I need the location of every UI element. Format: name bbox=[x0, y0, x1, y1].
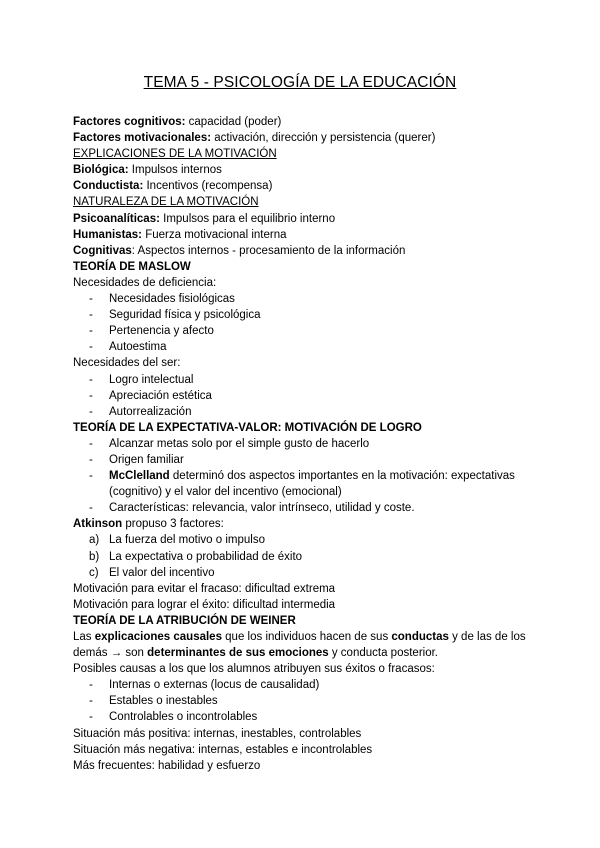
list-item-text: Pertenencia y afecto bbox=[109, 325, 214, 338]
cognitivas-line bbox=[73, 243, 528, 259]
list-item-text: Estables o inestables bbox=[109, 695, 218, 708]
ordered-list-item bbox=[73, 565, 528, 581]
atkinson-line bbox=[73, 516, 528, 532]
list-item-text: Autorrealización bbox=[109, 405, 192, 418]
list-item bbox=[73, 291, 528, 307]
term-text: capacidad (poder) bbox=[185, 116, 282, 128]
ordered-list-item bbox=[73, 532, 528, 548]
dash-bullet: - bbox=[89, 453, 93, 466]
paragraph-text: que los individuos hacen de sus bbox=[221, 631, 392, 643]
dash-bullet: - bbox=[89, 405, 93, 418]
list-item-text: determinó dos aspectos importantes en la motivación: expectativas (cognitivo) y el valor del incentivo (emocional) bbox=[109, 470, 515, 499]
posibles-line: Posibles causas a los que los alumnos atribuyen sus éxitos o fracasos: bbox=[73, 663, 435, 676]
author-name: McClelland bbox=[109, 470, 170, 483]
explicaciones-heading: EXPLICACIONES DE LA MOTIVACIÓN bbox=[73, 148, 277, 161]
deficiencia-label: Necesidades de deficiencia: bbox=[73, 276, 217, 289]
maslow-heading bbox=[73, 259, 528, 275]
weiner-paragraph bbox=[73, 629, 528, 661]
list-item-text: Alcanzar metas solo por el simple gusto de hacerlo bbox=[109, 437, 370, 450]
dash-bullet: - bbox=[89, 373, 93, 386]
list-item bbox=[73, 388, 528, 404]
list-marker: a) bbox=[89, 534, 100, 547]
section-heading-text: TEORÍA DE LA ATRIBUCIÓN DE WEINER bbox=[73, 614, 296, 627]
term-label: Conductista: bbox=[73, 180, 144, 193]
list-marker: c) bbox=[89, 566, 99, 579]
paragraph-bold: conductas bbox=[391, 631, 449, 643]
list-item-text: Seguridad física y psicológica bbox=[109, 309, 261, 322]
term-label: Psicoanalíticas: bbox=[73, 212, 160, 225]
dash-bullet: - bbox=[89, 695, 93, 708]
term-label: Humanistas: bbox=[73, 228, 143, 241]
naturaleza-heading: NATURALEZA DE LA MOTIVACIÓN bbox=[73, 196, 259, 209]
list-item bbox=[73, 452, 528, 468]
paragraph-text: y de las de los demás → son bbox=[73, 631, 526, 660]
list-item bbox=[73, 709, 528, 725]
weiner-heading bbox=[73, 613, 528, 629]
term-text: activación, dirección y persistencia (querer) bbox=[211, 132, 436, 145]
section-heading-text: TEORÍA DE LA EXPECTATIVA-VALOR: MOTIVACIÓN DE LOGRO bbox=[73, 421, 422, 434]
dash-bullet: - bbox=[89, 389, 93, 402]
list-marker: b) bbox=[89, 550, 100, 563]
list-item bbox=[73, 339, 528, 355]
paragraph-text: Las bbox=[73, 631, 95, 643]
term-text: Impulsos para el equilibrio interno bbox=[159, 212, 336, 225]
term-label: Factores motivacionales: bbox=[73, 132, 212, 145]
list-item-text: Características: relevancia, valor intrínseco, utilidad y coste. bbox=[109, 502, 415, 515]
list-item-text: Necesidades fisiológicas bbox=[109, 293, 235, 306]
list-item bbox=[73, 323, 528, 339]
list-item-text: El valor del incentivo bbox=[109, 566, 215, 579]
list-item bbox=[73, 436, 528, 452]
list-item-text: La expectativa o probabilidad de éxito bbox=[109, 550, 303, 563]
list-item-text: Apreciación estética bbox=[109, 389, 212, 402]
ordered-list-item bbox=[73, 549, 528, 565]
positiva-line: Situación más positiva: internas, inestables, controlables bbox=[73, 727, 362, 740]
list-item bbox=[73, 307, 528, 323]
section-heading-text: TEORÍA DE MASLOW bbox=[73, 260, 191, 273]
frecuentes-line: Más frecuentes: habilidad y esfuerzo bbox=[73, 759, 261, 772]
term-label: Factores cognitivos: bbox=[73, 116, 186, 128]
list-item-text: La fuerza del motivo o impulso bbox=[109, 534, 265, 547]
list-item-text: Autoestima bbox=[109, 341, 167, 354]
fracaso-line: Motivación para evitar el fracaso: dificultad extrema bbox=[73, 582, 336, 595]
paragraph-bold: explicaciones causales bbox=[94, 631, 222, 643]
dash-bullet: - bbox=[89, 502, 93, 515]
factores-motivacionales-line bbox=[73, 130, 528, 146]
dash-bullet: - bbox=[89, 470, 93, 483]
list-item-text: Controlables o incontrolables bbox=[109, 711, 258, 724]
list-item bbox=[73, 677, 528, 693]
paragraph-bold: determinantes de sus emociones bbox=[147, 647, 329, 660]
list-item-text: Origen familiar bbox=[109, 453, 184, 466]
term-text: Impulsos internos bbox=[128, 164, 222, 177]
list-item bbox=[73, 468, 528, 500]
dash-bullet: - bbox=[89, 325, 93, 338]
biologica-line bbox=[73, 162, 528, 178]
list-item bbox=[73, 693, 528, 709]
dash-bullet: - bbox=[89, 711, 93, 724]
document-body bbox=[73, 114, 528, 774]
term-text: : Aspectos internos - procesamiento de la información bbox=[131, 244, 406, 257]
list-item bbox=[73, 500, 528, 516]
negativa-line: Situación más negativa: internas, estables e incontrolables bbox=[73, 743, 373, 756]
term-text: Fuerza motivacional interna bbox=[142, 228, 287, 241]
list-item bbox=[73, 372, 528, 388]
factores-cognitivos-line bbox=[73, 114, 528, 130]
dash-bullet: - bbox=[89, 293, 93, 306]
term-label: Biológica: bbox=[73, 164, 129, 177]
term-label: Cognitivas bbox=[73, 244, 132, 257]
dash-bullet: - bbox=[89, 309, 93, 322]
page-title: TEMA 5 - PSICOLOGÍA DE LA EDUCACIÓN bbox=[143, 74, 457, 91]
list-item-text: Internas o externas (locus de causalidad) bbox=[109, 679, 320, 692]
dash-bullet: - bbox=[89, 437, 93, 450]
exito-line: Motivación para lograr el éxito: dificultad intermedia bbox=[73, 598, 336, 611]
psicoanaliticas-line bbox=[73, 211, 528, 227]
author-name: Atkinson bbox=[73, 518, 123, 531]
dash-bullet: - bbox=[89, 679, 93, 692]
paragraph-text: y conducta posterior. bbox=[328, 647, 438, 660]
list-item-text: Logro intelectual bbox=[109, 373, 194, 386]
expectativa-heading bbox=[73, 420, 528, 436]
humanistas-line bbox=[73, 227, 528, 243]
list-item bbox=[73, 404, 528, 420]
term-text: Incentivos (recompensa) bbox=[143, 180, 273, 193]
conductista-line bbox=[73, 178, 528, 194]
ser-label: Necesidades del ser: bbox=[73, 357, 181, 370]
dash-bullet: - bbox=[89, 341, 93, 354]
term-text: propuso 3 factores: bbox=[122, 518, 224, 531]
